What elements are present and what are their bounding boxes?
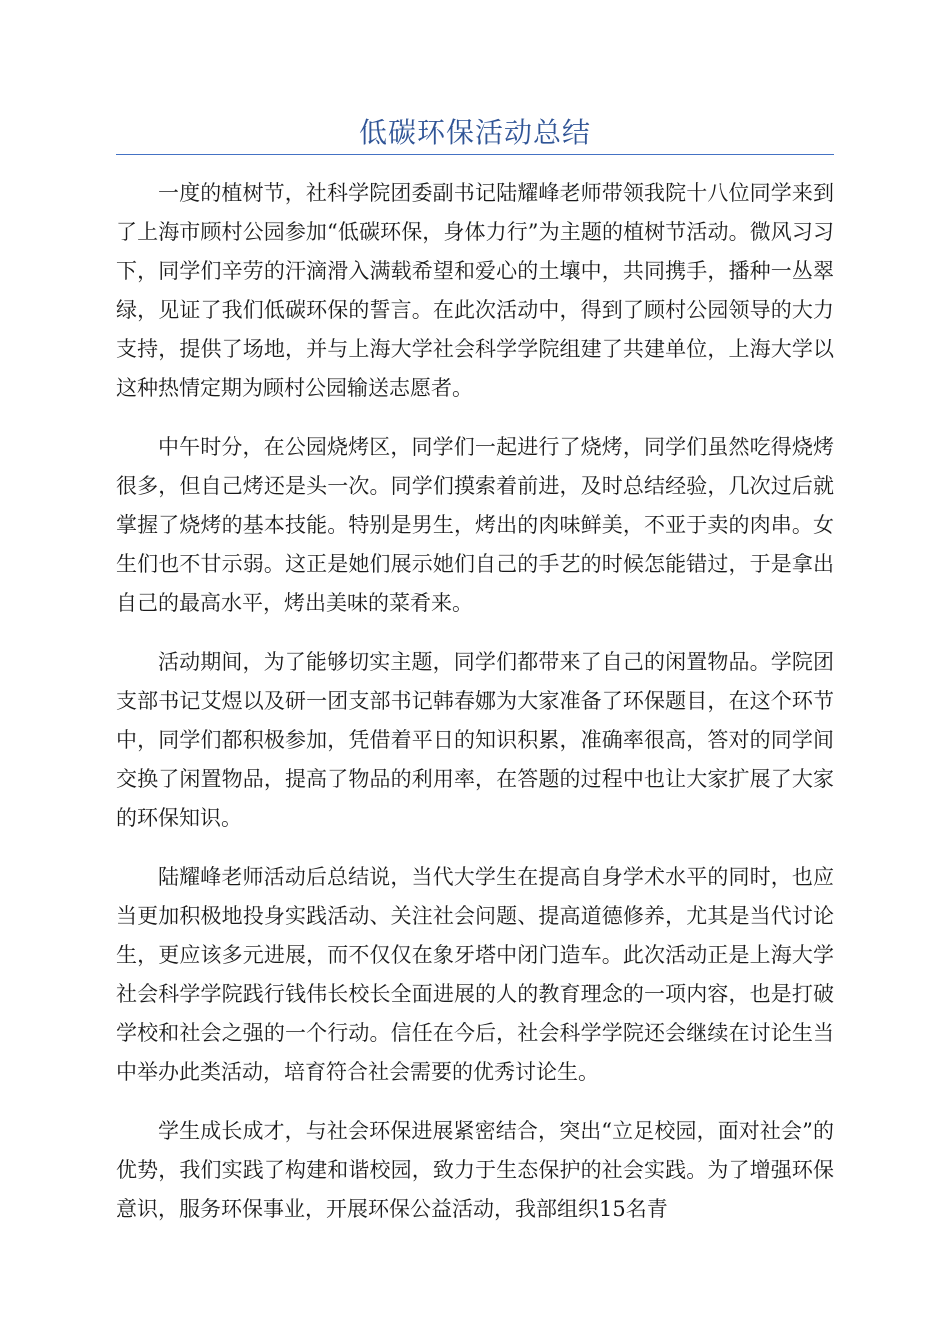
paragraph-5: 学生成长成才，与社会环保进展紧密结合，突出“立足校园，面对社会”的优势，我们实践了构建和谐校园，致力于生态保护的社会实践。为了增强环保意识，服务环保事业，开展环保公益活动，我部组织15名青: [116, 1119, 834, 1221]
title-underline: [116, 154, 834, 155]
paragraph-2: 中午时分，在公园烧烤区，同学们一起进行了烧烤，同学们虽然吃得烧烤很多，但自己烤还是头一次。同学们摸索着前进，及时总结经验，几次过后就掌握了烧烤的基本技能。特别是男生，烤出的肉味鲜美，不亚于卖的肉串。女生们也不甘示弱。这正是她们展示她们自己的手艺的时候怎能错过，于是拿出自己的最高水平，烤出美味的菜肴来。: [116, 435, 834, 615]
paragraph-4: 陆耀峰老师活动后总结说，当代大学生在提高自身学术水平的同时，也应当更加积极地投身实践活动、关注社会问题、提高道德修养，尤其是当代讨论生，更应该多元进展，而不仅仅在象牙塔中闭门造车。此次活动正是上海大学社会科学学院践行钱伟长校长全面进展的人的教育理念的一项内容，也是打破学校和社会之强的一个行动。信任在今后，社会科学学院还会继续在讨论生当中举办此类活动，培育符合社会需要的优秀讨论生。: [116, 865, 834, 1084]
paragraph-3: 活动期间，为了能够切实主题，同学们都带来了自己的闲置物品。学院团支部书记艾煜以及研一团支部书记韩春娜为大家准备了环保题目，在这个环节中，同学们都积极参加，凭借着平日的知识积累，准确率很高，答对的同学间交换了闲置物品，提高了物品的利用率，在答题的过程中也让大家扩展了大家的环保知识。: [116, 650, 834, 830]
document-title: 低碳环保活动总结: [358, 116, 591, 149]
document-body: [116, 174, 834, 1249]
paragraph-1: 一度的植树节，社科学院团委副书记陆耀峰老师带领我院十八位同学来到了上海市顾村公园参加“低碳环保，身体力行”为主题的植树节活动。微风习习下，同学们辛劳的汗滴滑入满载希望和爱心的土壤中，共同携手，播种一丛翠绿，见证了我们低碳环保的誓言。在此次活动中，得到了顾村公园领导的大力支持，提供了场地，并与上海大学社会科学学院组建了共建单位，上海大学以这种热情定期为顾村公园输送志愿者。: [116, 181, 834, 400]
